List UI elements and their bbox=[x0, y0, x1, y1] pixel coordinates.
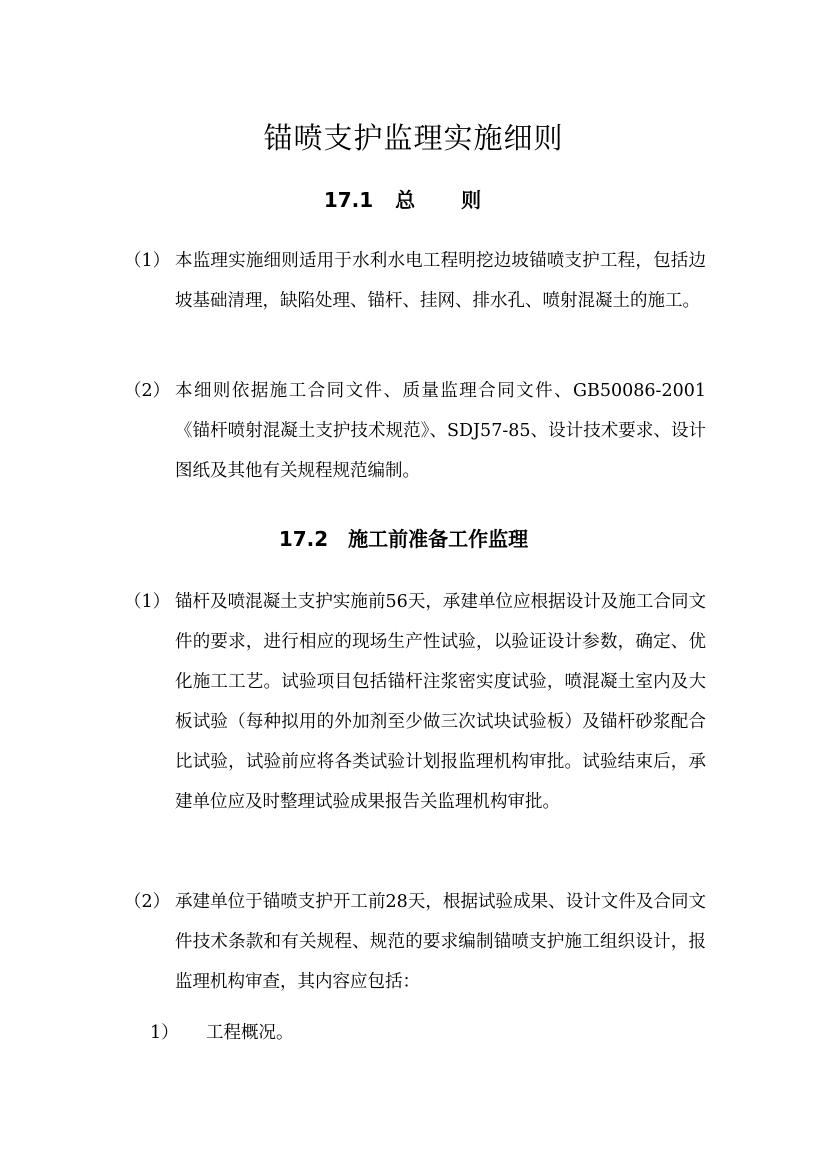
section-heading-17-1 bbox=[0, 185, 827, 215]
section-title: 施工前准备工作监理 bbox=[348, 527, 529, 551]
list-item bbox=[124, 371, 706, 491]
sub-list-item bbox=[150, 1013, 294, 1053]
list-item bbox=[124, 241, 706, 321]
sub-list-item-text: 工程概况。 bbox=[206, 1023, 294, 1043]
section-heading-17-2 bbox=[0, 524, 827, 554]
list-item-text: 承建单位于锚喷支护开工前28天，根据试验成果、设计文件及合同文件技术条款和有关规程、规范的要求编制锚喷支护施工组织设计，报监理机构审查，其内容应包括： bbox=[175, 892, 706, 992]
list-item-marker: （2） bbox=[124, 892, 171, 912]
document-title: 锚喷支护监理实施细则 bbox=[263, 121, 564, 155]
section-number: 17.1 bbox=[323, 188, 374, 212]
list-item-marker: （1） bbox=[124, 592, 171, 612]
section-title-part1: 总 bbox=[395, 188, 416, 212]
section-number: 17.2 bbox=[278, 527, 329, 551]
section-title-part2: 则 bbox=[461, 188, 482, 212]
list-item bbox=[124, 882, 706, 1002]
list-item bbox=[124, 582, 706, 822]
list-item-marker: （1） bbox=[124, 251, 171, 271]
list-item-text: 锚杆及喷混凝土支护实施前56天，承建单位应根据设计及施工合同文件的要求，进行相应的现场生产性试验，以验证设计参数，确定、优化施工工艺。试验项目包括锚杆注浆密实度试验，喷混凝土室内及大板试验（每种拟用的外加剂至少做三次试块试验板）及锚杆砂浆配合比试验，试验前应将各类试验计划报监理机构审批。试验结束后，承建单位应及时整理试验成果报告关监理机构审批。 bbox=[175, 592, 706, 812]
list-item-text: 本监理实施细则适用于水利水电工程明挖边坡锚喷支护工程，包括边坡基础清理，缺陷处理、锚杆、挂网、排水孔、喷射混凝土的施工。 bbox=[175, 251, 706, 311]
list-item-text: 本细则依据施工合同文件、质量监理合同文件、GB50086-2001《锚杆喷射混凝土支护技术规范》、SDJ57-85、设计技术要求、设计图纸及其他有关规程规范编制。 bbox=[175, 381, 706, 481]
list-item-marker: （2） bbox=[124, 381, 171, 401]
sub-list-item-marker: 1） bbox=[150, 1023, 179, 1043]
